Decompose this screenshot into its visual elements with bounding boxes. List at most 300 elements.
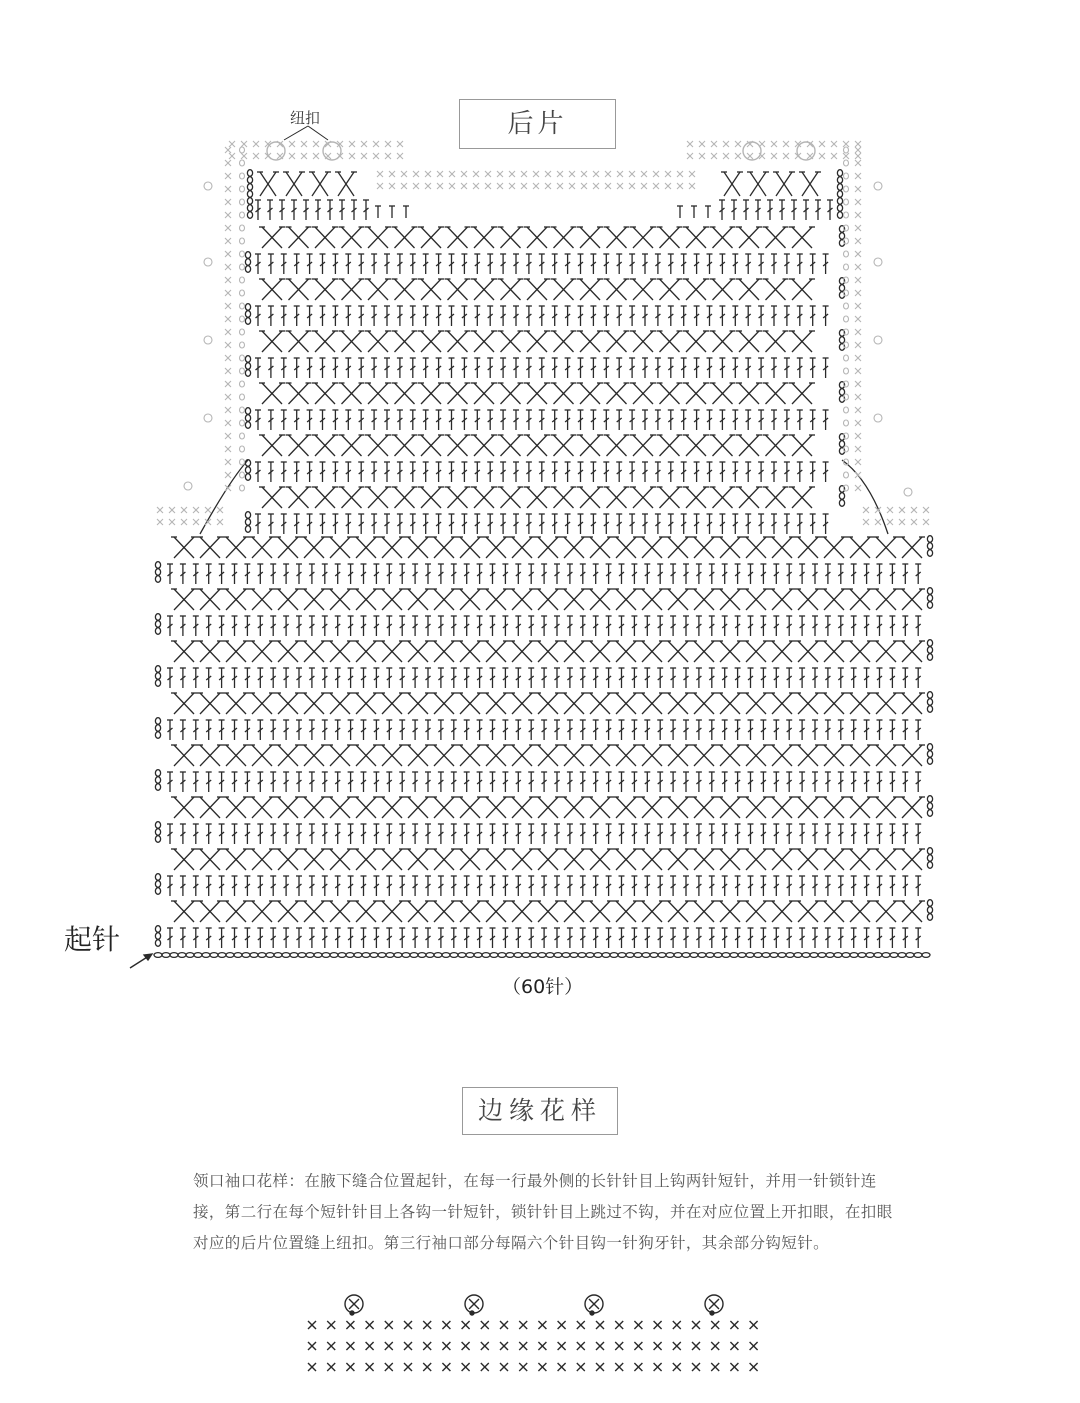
chain-stitch xyxy=(247,212,252,219)
edge-single-crochet xyxy=(750,1363,758,1371)
edge-single-crochet xyxy=(462,1363,470,1371)
foundation-chain xyxy=(746,953,754,958)
chain-stitch xyxy=(245,467,250,474)
edge-single-crochet xyxy=(308,1363,316,1371)
start-label: 起针 xyxy=(64,923,121,956)
foundation-chain xyxy=(610,953,618,958)
edge-single-crochet xyxy=(615,1342,623,1350)
edge-chain xyxy=(240,212,245,218)
foundation-chain xyxy=(834,953,842,958)
chain-stitch xyxy=(927,796,932,803)
chain-stitch xyxy=(247,170,252,177)
edge-chain xyxy=(844,147,849,153)
edge-pattern-description: 领口袖口花样：在腋下缝合位置起针，在每一行最外侧的长针针目上钩两针短针，并用一针锁针连接，第二行在每个短针针目上各钩一针短针，锁针针目上跳过不钩，并在对应位置上开扣眼，在扣眼对应的后片位置缝上纽扣。第三行袖口部分每隔六个针目钩一针狗牙针，其余部分钩短针。 xyxy=(193,1172,893,1252)
chain-stitch xyxy=(927,706,932,713)
edge-single-crochet xyxy=(634,1363,642,1371)
foundation-chain xyxy=(666,953,674,958)
edge-chain xyxy=(240,355,245,361)
edge-single-crochet xyxy=(308,1342,316,1350)
foundation-chain xyxy=(922,953,930,958)
foundation-chain xyxy=(538,953,546,958)
edge-single-crochet xyxy=(346,1321,354,1329)
chain-stitch xyxy=(155,576,160,583)
chain-stitch xyxy=(155,569,160,576)
edge-single-crochet xyxy=(596,1363,604,1371)
foundation-chain xyxy=(818,953,826,958)
foundation-chain xyxy=(354,953,362,958)
chain-stitch xyxy=(927,744,932,751)
foundation-chain xyxy=(298,953,306,958)
edge-chain xyxy=(240,342,245,348)
foundation-chain xyxy=(530,953,538,958)
chain-stitch xyxy=(245,415,250,422)
edge-chain xyxy=(844,420,849,426)
edge-single-crochet xyxy=(711,1363,719,1371)
chain-stitch xyxy=(837,170,842,177)
edge-single-crochet xyxy=(423,1321,431,1329)
edge-chain xyxy=(844,199,849,205)
foundation-chain xyxy=(162,953,170,958)
chain-stitch xyxy=(245,422,250,429)
edge-single-crochet xyxy=(654,1321,662,1329)
edge-single-crochet xyxy=(308,1321,316,1329)
foundation-chain xyxy=(634,953,642,958)
foundation-chain xyxy=(762,953,770,958)
foundation-chain xyxy=(722,953,730,958)
chain-stitch xyxy=(927,647,932,654)
edge-picot xyxy=(204,258,212,266)
edge-picot xyxy=(184,482,192,490)
foundation-chain xyxy=(778,953,786,958)
edge-single-crochet xyxy=(500,1363,508,1371)
stitch-count-label: （60针） xyxy=(502,976,584,998)
foundation-chain xyxy=(570,953,578,958)
chain-stitch xyxy=(927,699,932,706)
edge-single-crochet xyxy=(730,1363,738,1371)
foundation-chain xyxy=(866,953,874,958)
foundation-chain xyxy=(858,953,866,958)
foundation-chain xyxy=(882,953,890,958)
chain-stitch xyxy=(927,550,932,557)
foundation-chain xyxy=(906,953,914,958)
foundation-chain xyxy=(274,953,282,958)
chain-stitch xyxy=(837,184,842,191)
edge-single-crochet xyxy=(711,1321,719,1329)
edge-picot xyxy=(874,258,882,266)
chain-stitch xyxy=(839,493,844,500)
edge-single-crochet xyxy=(730,1321,738,1329)
edge-single-crochet xyxy=(730,1342,738,1350)
edge-chain xyxy=(844,264,849,270)
chain-stitch xyxy=(155,673,160,680)
edge-picot xyxy=(874,336,882,344)
foundation-chain xyxy=(458,953,466,958)
edge-single-crochet xyxy=(346,1342,354,1350)
edge-chain xyxy=(240,186,245,192)
foundation-chain xyxy=(682,953,690,958)
foundation-chain xyxy=(210,953,218,958)
edge-chain xyxy=(240,238,245,244)
edge-chain xyxy=(844,355,849,361)
button-icon xyxy=(797,142,815,160)
edge-single-crochet xyxy=(442,1321,450,1329)
foundation-chain xyxy=(362,953,370,958)
foundation-chain xyxy=(394,953,402,958)
edge-single-crochet xyxy=(519,1363,527,1371)
back-piece-title: 后片 xyxy=(459,99,616,149)
edge-chain xyxy=(240,329,245,335)
edge-chain xyxy=(844,173,849,179)
foundation-chain xyxy=(794,953,802,958)
chain-stitch xyxy=(155,926,160,933)
edge-chain xyxy=(240,368,245,374)
edge-picot xyxy=(204,336,212,344)
foundation-chain xyxy=(442,953,450,958)
foundation-chain xyxy=(546,953,554,958)
foundation-chain xyxy=(330,953,338,958)
edge-picot xyxy=(874,182,882,190)
edge-picot xyxy=(874,414,882,422)
picot-dot xyxy=(350,1311,354,1315)
edge-single-crochet xyxy=(519,1321,527,1329)
edge-single-crochet xyxy=(462,1321,470,1329)
picot-dot xyxy=(470,1311,474,1315)
edge-chain xyxy=(240,147,245,153)
chain-stitch xyxy=(155,725,160,732)
foundation-chain xyxy=(658,953,666,958)
chain-stitch xyxy=(155,562,160,569)
edge-single-crochet xyxy=(673,1321,681,1329)
edge-chain xyxy=(240,251,245,257)
chain-stitch xyxy=(837,205,842,212)
edge-single-crochet xyxy=(366,1342,374,1350)
button-label: 纽扣 xyxy=(290,109,321,127)
edge-chain xyxy=(844,407,849,413)
edge-chain xyxy=(844,212,849,218)
edge-pattern-title: 边缘花样 xyxy=(462,1087,618,1135)
edge-single-crochet xyxy=(423,1363,431,1371)
foundation-chain xyxy=(426,953,434,958)
chain-stitch xyxy=(927,907,932,914)
foundation-chain xyxy=(618,953,626,958)
foundation-chain xyxy=(402,953,410,958)
edge-single-crochet xyxy=(462,1342,470,1350)
chain-stitch xyxy=(245,266,250,273)
foundation-chain xyxy=(594,953,602,958)
chain-stitch xyxy=(155,621,160,628)
edge-chain xyxy=(240,394,245,400)
chain-stitch xyxy=(155,666,160,673)
edge-single-crochet xyxy=(500,1321,508,1329)
chain-stitch xyxy=(155,874,160,881)
chain-stitch xyxy=(155,940,160,947)
chain-stitch xyxy=(245,526,250,533)
edge-single-crochet xyxy=(654,1363,662,1371)
edge-chain xyxy=(240,199,245,205)
foundation-chain xyxy=(586,953,594,958)
foundation-chain xyxy=(554,953,562,958)
chain-stitch xyxy=(927,692,932,699)
foundation-chain xyxy=(698,953,706,958)
foundation-chain xyxy=(266,953,274,958)
edge-chain xyxy=(240,160,245,166)
foundation-chain xyxy=(642,953,650,958)
foundation-chain xyxy=(626,953,634,958)
foundation-chain xyxy=(282,953,290,958)
foundation-chain xyxy=(194,953,202,958)
foundation-chain xyxy=(754,953,762,958)
chain-stitch xyxy=(155,933,160,940)
foundation-chain xyxy=(898,953,906,958)
foundation-chain xyxy=(386,953,394,958)
foundation-chain xyxy=(338,953,346,958)
foundation-chain xyxy=(242,953,250,958)
foundation-chain xyxy=(562,953,570,958)
edge-single-crochet xyxy=(481,1342,489,1350)
edge-single-crochet xyxy=(577,1342,585,1350)
foundation-chain xyxy=(490,953,498,958)
foundation-chain xyxy=(314,953,322,958)
edge-single-crochet xyxy=(711,1342,719,1350)
foundation-chain xyxy=(322,953,330,958)
edge-picot xyxy=(904,488,912,496)
chain-stitch xyxy=(837,212,842,219)
edge-chain xyxy=(240,407,245,413)
edge-single-crochet xyxy=(538,1342,546,1350)
edge-chain xyxy=(240,225,245,231)
edge-single-crochet xyxy=(750,1342,758,1350)
edge-single-crochet xyxy=(634,1342,642,1350)
foundation-chain xyxy=(826,953,834,958)
foundation-chain xyxy=(850,953,858,958)
edge-single-crochet xyxy=(327,1321,335,1329)
foundation-chain xyxy=(346,953,354,958)
edge-single-crochet xyxy=(423,1342,431,1350)
foundation-chain xyxy=(250,953,258,958)
foundation-chain xyxy=(466,953,474,958)
chain-stitch xyxy=(927,848,932,855)
edge-single-crochet xyxy=(500,1342,508,1350)
chain-stitch xyxy=(155,784,160,791)
chain-stitch xyxy=(247,177,252,184)
stitch-grid xyxy=(130,126,933,968)
foundation-chain xyxy=(890,953,898,958)
chain-stitch xyxy=(245,519,250,526)
chain-stitch xyxy=(155,836,160,843)
picot-loop xyxy=(585,1295,603,1313)
chain-stitch xyxy=(927,640,932,647)
edge-pattern-stitches xyxy=(308,1295,758,1371)
chain-stitch xyxy=(247,184,252,191)
chain-stitch xyxy=(927,751,932,758)
edge-chain xyxy=(240,290,245,296)
edge-single-crochet xyxy=(558,1321,566,1329)
picot-icon xyxy=(465,1295,483,1315)
chain-stitch xyxy=(247,191,252,198)
edge-single-crochet xyxy=(673,1363,681,1371)
foundation-chain xyxy=(482,953,490,958)
chain-stitch xyxy=(927,654,932,661)
chain-stitch xyxy=(245,311,250,318)
edge-single-crochet xyxy=(596,1342,604,1350)
chain-stitch xyxy=(927,900,932,907)
foundation-chain xyxy=(234,953,242,958)
chain-stitch xyxy=(837,191,842,198)
foundation-chain xyxy=(474,953,482,958)
foundation-chain xyxy=(506,953,514,958)
edge-chain xyxy=(240,433,245,439)
chain-stitch xyxy=(247,205,252,212)
foundation-chain xyxy=(170,953,178,958)
foundation-chain xyxy=(802,953,810,958)
chain-stitch xyxy=(927,758,932,765)
chain-stitch xyxy=(155,881,160,888)
chain-stitch xyxy=(837,198,842,205)
button-leader xyxy=(284,126,328,140)
picot-icon xyxy=(705,1295,723,1315)
chain-stitch xyxy=(927,855,932,862)
edge-chain xyxy=(240,303,245,309)
chain-stitch xyxy=(155,614,160,621)
picot-icon xyxy=(345,1295,363,1315)
chain-stitch xyxy=(155,680,160,687)
edge-chain xyxy=(844,303,849,309)
foundation-chain xyxy=(450,953,458,958)
chain-stitch xyxy=(245,304,250,311)
chain-stitch xyxy=(839,500,844,507)
button-icon xyxy=(267,142,285,160)
edge-single-crochet xyxy=(385,1342,393,1350)
chain-stitch xyxy=(155,888,160,895)
chain-stitch xyxy=(155,829,160,836)
edge-single-crochet xyxy=(538,1321,546,1329)
chain-stitch xyxy=(155,628,160,635)
edge-single-crochet xyxy=(481,1321,489,1329)
edge-single-crochet xyxy=(327,1363,335,1371)
chain-stitch xyxy=(927,803,932,810)
foundation-chain xyxy=(690,953,698,958)
foundation-chain xyxy=(378,953,386,958)
edge-single-crochet xyxy=(404,1342,412,1350)
edge-single-crochet xyxy=(692,1363,700,1371)
edge-single-crochet xyxy=(577,1321,585,1329)
foundation-chain xyxy=(410,953,418,958)
picot-icon xyxy=(585,1295,603,1315)
edge-chain xyxy=(844,186,849,192)
chain-stitch xyxy=(927,543,932,550)
chain-stitch xyxy=(245,363,250,370)
edge-single-crochet xyxy=(404,1363,412,1371)
chain-stitch xyxy=(245,408,250,415)
edge-picot xyxy=(204,414,212,422)
chain-stitch xyxy=(245,370,250,377)
edge-chain xyxy=(240,173,245,179)
foundation-chain xyxy=(498,953,506,958)
foundation-chain xyxy=(306,953,314,958)
foundation-chain xyxy=(434,953,442,958)
edge-single-crochet xyxy=(692,1321,700,1329)
edge-single-crochet xyxy=(634,1321,642,1329)
edge-single-crochet xyxy=(692,1342,700,1350)
picot-dot xyxy=(710,1311,714,1315)
foundation-chain xyxy=(730,953,738,958)
picot-loop xyxy=(345,1295,363,1313)
edge-chain xyxy=(240,420,245,426)
foundation-chain xyxy=(226,953,234,958)
edge-single-crochet xyxy=(366,1321,374,1329)
edge-chain xyxy=(844,368,849,374)
foundation-chain xyxy=(370,953,378,958)
edge-chain xyxy=(240,316,245,322)
chain-stitch xyxy=(155,718,160,725)
foundation-chain xyxy=(578,953,586,958)
edge-single-crochet xyxy=(596,1321,604,1329)
edge-chain xyxy=(240,459,245,465)
foundation-chain xyxy=(290,953,298,958)
edge-chain xyxy=(240,472,245,478)
edge-chain xyxy=(240,485,245,491)
edge-single-crochet xyxy=(346,1363,354,1371)
edge-single-crochet xyxy=(654,1342,662,1350)
foundation-chain xyxy=(738,953,746,958)
edge-single-crochet xyxy=(538,1363,546,1371)
chain-stitch xyxy=(155,777,160,784)
edge-single-crochet xyxy=(442,1363,450,1371)
edge-single-crochet xyxy=(519,1342,527,1350)
edge-single-crochet xyxy=(577,1363,585,1371)
foundation-chain xyxy=(914,953,922,958)
edge-chain xyxy=(240,381,245,387)
foundation-chain xyxy=(202,953,210,958)
button-icon xyxy=(323,142,341,160)
chain-stitch xyxy=(927,862,932,869)
foundation-chain xyxy=(522,953,530,958)
edge-single-crochet xyxy=(385,1363,393,1371)
chain-stitch xyxy=(245,356,250,363)
foundation-chain xyxy=(714,953,722,958)
edge-single-crochet xyxy=(327,1342,335,1350)
chain-stitch xyxy=(927,914,932,921)
picot-dot xyxy=(590,1311,594,1315)
edge-chain xyxy=(240,446,245,452)
edge-chain xyxy=(844,472,849,478)
foundation-chain xyxy=(706,953,714,958)
chain-stitch xyxy=(245,318,250,325)
chain-stitch xyxy=(927,595,932,602)
foundation-chain xyxy=(786,953,794,958)
chain-stitch xyxy=(245,252,250,259)
foundation-chain xyxy=(674,953,682,958)
foundation-chain xyxy=(810,953,818,958)
foundation-chain xyxy=(650,953,658,958)
edge-single-crochet xyxy=(404,1321,412,1329)
edge-chain xyxy=(844,316,849,322)
chain-stitch xyxy=(245,474,250,481)
edge-chain xyxy=(240,277,245,283)
edge-single-crochet xyxy=(442,1342,450,1350)
edge-single-crochet xyxy=(673,1342,681,1350)
edge-single-crochet xyxy=(615,1363,623,1371)
foundation-chain xyxy=(258,953,266,958)
chain-stitch xyxy=(155,770,160,777)
chain-stitch xyxy=(155,822,160,829)
chain-stitch xyxy=(927,536,932,543)
edge-single-crochet xyxy=(558,1342,566,1350)
foundation-chain xyxy=(874,953,882,958)
foundation-chain xyxy=(602,953,610,958)
edge-single-crochet xyxy=(481,1363,489,1371)
edge-single-crochet xyxy=(615,1321,623,1329)
